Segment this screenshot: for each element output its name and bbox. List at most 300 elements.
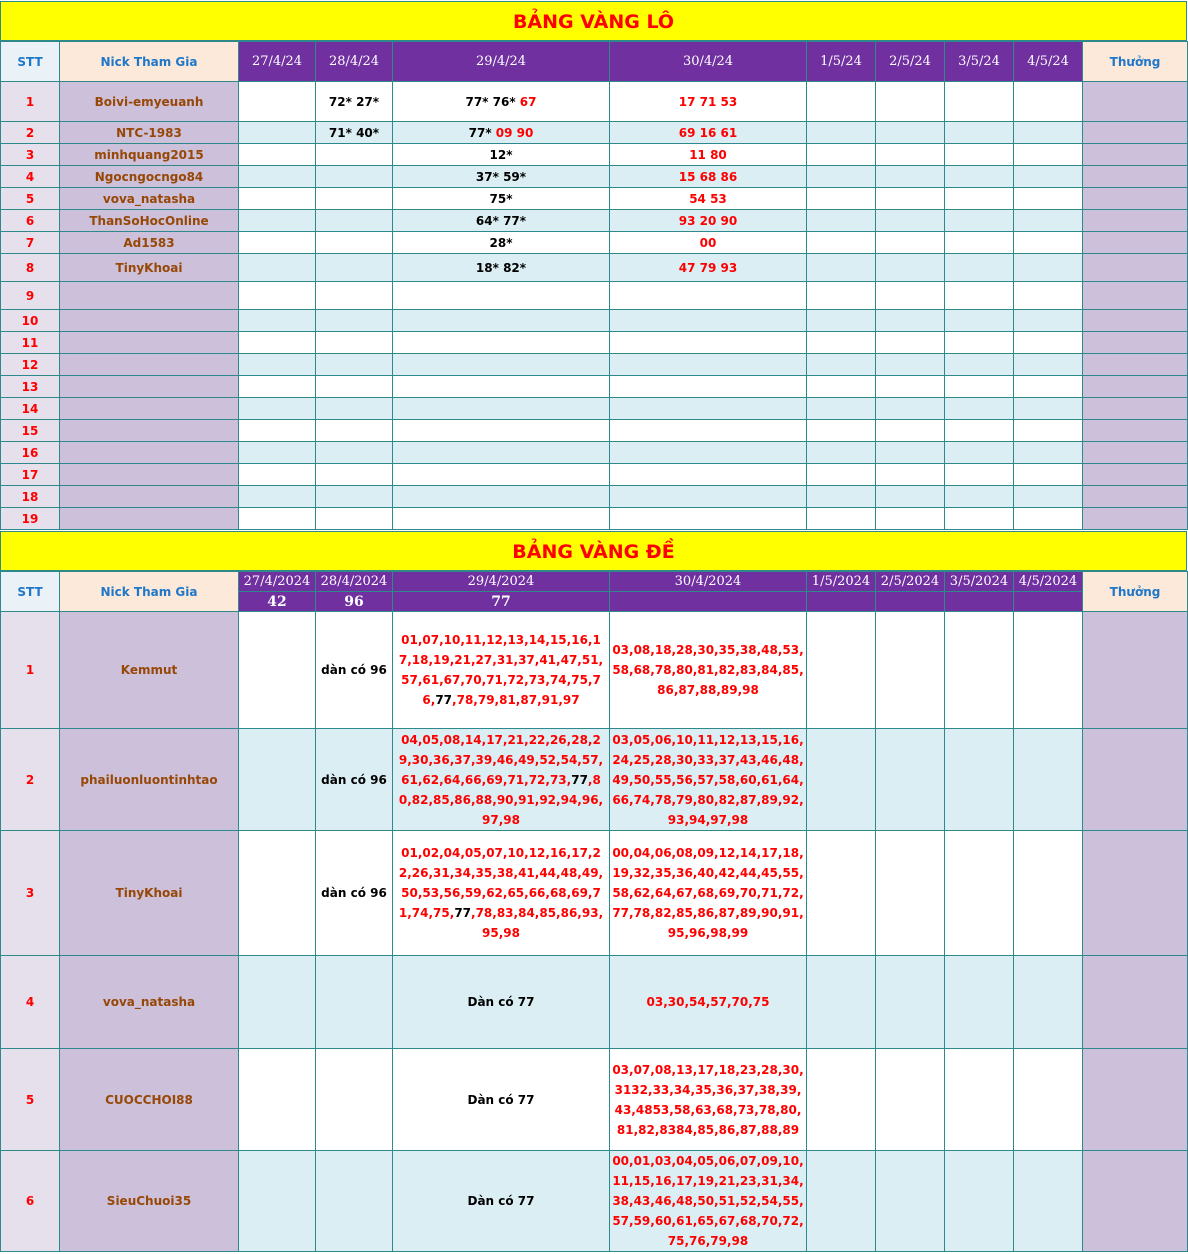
lo-cell-30-4 bbox=[610, 464, 807, 486]
de-cell-27-4 bbox=[239, 831, 316, 956]
de-cell-29-4 bbox=[393, 612, 610, 729]
lo-cell-1-5 bbox=[807, 442, 876, 464]
lo-stt-cell: 8 bbox=[1, 254, 60, 282]
lo-cell-27-4 bbox=[239, 442, 316, 464]
de-cell-30-4: 00,04,06,08,09,12,14,17,18,19,32,35,36,40,42,44,45,55,58,62,64,67,68,69,70,71,72,77,78,82,85,86,87,89,90,91,95,96,98,99 bbox=[610, 831, 807, 956]
lo-nick-cell bbox=[60, 442, 239, 464]
lo-cell-1-5 bbox=[807, 188, 876, 210]
de-stt-cell: 3 bbox=[1, 831, 60, 956]
lo-cell-3-5 bbox=[945, 486, 1014, 508]
lo-header-row bbox=[1, 42, 1188, 82]
lo-cell-29-4 bbox=[393, 398, 610, 420]
lo-cell-27-4 bbox=[239, 486, 316, 508]
lo-cell-3-5 bbox=[945, 332, 1014, 354]
lo-cell-30-4: 17 71 53 bbox=[610, 82, 807, 122]
lo-prize-cell bbox=[1083, 376, 1188, 398]
lo-cell-29-4 bbox=[393, 210, 610, 232]
lo-cell-2-5 bbox=[876, 232, 945, 254]
lo-cell-2-5 bbox=[876, 166, 945, 188]
de-pick-post: ,78,79,81,87,91,97 bbox=[452, 693, 580, 707]
lo-header-date: 3/5/24 bbox=[945, 42, 1014, 82]
lo-nick-cell bbox=[60, 464, 239, 486]
lo-cell-29-4 bbox=[393, 166, 610, 188]
lo-cell-3-5 bbox=[945, 376, 1014, 398]
lo-row bbox=[1, 188, 1188, 210]
lo-cell-27-4 bbox=[239, 232, 316, 254]
lo-cell-2-5 bbox=[876, 398, 945, 420]
lo-nick-cell bbox=[60, 332, 239, 354]
lo-row bbox=[1, 332, 1188, 354]
lo-cell-1-5 bbox=[807, 254, 876, 282]
lo-cell-28-4 bbox=[316, 442, 393, 464]
de-cell-1-5 bbox=[807, 612, 876, 729]
lo-cell-2-5 bbox=[876, 122, 945, 144]
lo-cell-4-5 bbox=[1014, 282, 1083, 310]
de-stt-cell: 1 bbox=[1, 612, 60, 729]
de-header-date: 28/4/2024 bbox=[316, 572, 393, 592]
lo-cell-27-4 bbox=[239, 464, 316, 486]
de-cell-2-5 bbox=[876, 1049, 945, 1151]
lo-row bbox=[1, 310, 1188, 332]
lo-nick-cell bbox=[60, 420, 239, 442]
lo-cell-4-5 bbox=[1014, 232, 1083, 254]
de-prize-cell bbox=[1083, 729, 1188, 831]
lo-cell-1-5 bbox=[807, 122, 876, 144]
de-header-date: 2/5/2024 bbox=[876, 572, 945, 592]
de-cell-2-5 bbox=[876, 1151, 945, 1252]
lo-cell-3-5 bbox=[945, 398, 1014, 420]
lo-cell-27-4 bbox=[239, 376, 316, 398]
lo-cell-30-4 bbox=[610, 310, 807, 332]
de-prize-cell bbox=[1083, 612, 1188, 729]
lo-cell-28-4 bbox=[316, 486, 393, 508]
de-cell-29-4 bbox=[393, 729, 610, 831]
de-cell-1-5 bbox=[807, 1151, 876, 1252]
lo-cell-4-5 bbox=[1014, 166, 1083, 188]
lo-cell-4-5 bbox=[1014, 376, 1083, 398]
lo-cell-27-4 bbox=[239, 82, 316, 122]
lo-nick-cell: NTC-1983 bbox=[60, 122, 239, 144]
lo-cell-27-4 bbox=[239, 188, 316, 210]
lo-cell-29-4 bbox=[393, 420, 610, 442]
lo-cell-29-4 bbox=[393, 232, 610, 254]
lo-cell-1-5 bbox=[807, 398, 876, 420]
de-prize-cell bbox=[1083, 1049, 1188, 1151]
lo-nick-cell: minhquang2015 bbox=[60, 144, 239, 166]
lo-table bbox=[0, 41, 1188, 530]
lo-cell-28-4: 72* 27* bbox=[316, 82, 393, 122]
de-result bbox=[1014, 592, 1083, 612]
de-stt-cell: 2 bbox=[1, 729, 60, 831]
lo-cell-3-5 bbox=[945, 464, 1014, 486]
lo-row bbox=[1, 464, 1188, 486]
lo-cell-27-4 bbox=[239, 122, 316, 144]
lo-row bbox=[1, 398, 1188, 420]
de-prize-cell bbox=[1083, 831, 1188, 956]
de-result bbox=[945, 592, 1014, 612]
lo-prize-cell bbox=[1083, 420, 1188, 442]
lo-stt-cell: 9 bbox=[1, 282, 60, 310]
de-cell-29-4 bbox=[393, 831, 610, 956]
de-header-nick: Nick Tham Gia bbox=[60, 572, 239, 612]
de-cell-4-5 bbox=[1014, 1049, 1083, 1151]
lo-cell-2-5 bbox=[876, 508, 945, 530]
lo-cell-2-5 bbox=[876, 210, 945, 232]
lo-cell-29-4 bbox=[393, 82, 610, 122]
lo-cell-27-4 bbox=[239, 210, 316, 232]
de-cell-28-4 bbox=[316, 1049, 393, 1151]
de-row bbox=[1, 612, 1188, 729]
lo-cell-29-4 bbox=[393, 144, 610, 166]
lo-cell-28-4 bbox=[316, 332, 393, 354]
lo-stt-cell: 14 bbox=[1, 398, 60, 420]
de-row bbox=[1, 1151, 1188, 1252]
de-pick-post: ,80,82,85,86,88,90,91,92,94,96,97,98 bbox=[398, 772, 604, 827]
de-nick-cell: vova_natasha bbox=[60, 956, 239, 1049]
lo-cell-4-5 bbox=[1014, 508, 1083, 530]
lo-cell-30-4: 00 bbox=[610, 232, 807, 254]
lo-cell-1-5 bbox=[807, 232, 876, 254]
de-pick-hit: 77 bbox=[571, 772, 588, 787]
lo-stt-cell: 10 bbox=[1, 310, 60, 332]
de-nick-cell: SieuChuoi35 bbox=[60, 1151, 239, 1252]
lo-cell-4-5 bbox=[1014, 354, 1083, 376]
lo-stt-cell: 15 bbox=[1, 420, 60, 442]
lo-stt-cell: 18 bbox=[1, 486, 60, 508]
lo-section bbox=[0, 1, 1188, 530]
lo-cell-1-5 bbox=[807, 464, 876, 486]
de-cell-27-4 bbox=[239, 1049, 316, 1151]
lo-cell-2-5 bbox=[876, 376, 945, 398]
lo-cell-30-4 bbox=[610, 376, 807, 398]
lo-prize-cell bbox=[1083, 122, 1188, 144]
lo-cell-2-5 bbox=[876, 310, 945, 332]
lo-prize-cell bbox=[1083, 232, 1188, 254]
de-cell-4-5 bbox=[1014, 1151, 1083, 1252]
lo-cell-30-4 bbox=[610, 354, 807, 376]
lo-stt-cell: 11 bbox=[1, 332, 60, 354]
lo-header-date: 28/4/24 bbox=[316, 42, 393, 82]
de-cell-3-5 bbox=[945, 612, 1014, 729]
lo-stt-cell: 17 bbox=[1, 464, 60, 486]
de-result: 42 bbox=[239, 592, 316, 612]
lo-cell-30-4: 54 53 bbox=[610, 188, 807, 210]
lo-prize-cell bbox=[1083, 354, 1188, 376]
lo-cell-29-4 bbox=[393, 442, 610, 464]
lo-header-stt: STT bbox=[1, 42, 60, 82]
de-cell-28-4: dàn có 96 bbox=[316, 612, 393, 729]
lo-cell-2-5 bbox=[876, 332, 945, 354]
de-cell-28-4: dàn có 96 bbox=[316, 729, 393, 831]
de-cell-4-5 bbox=[1014, 729, 1083, 831]
lo-cell-4-5 bbox=[1014, 398, 1083, 420]
lo-prize-cell bbox=[1083, 210, 1188, 232]
lo-cell-2-5 bbox=[876, 282, 945, 310]
lo-row bbox=[1, 144, 1188, 166]
lo-cell-30-4: 93 20 90 bbox=[610, 210, 807, 232]
lo-nick-cell: Ngocngocngo84 bbox=[60, 166, 239, 188]
lo-header-date: 2/5/24 bbox=[876, 42, 945, 82]
lo-cell-3-5 bbox=[945, 210, 1014, 232]
lo-cell-30-4 bbox=[610, 508, 807, 530]
lo-cell-28-4 bbox=[316, 310, 393, 332]
de-cell-3-5 bbox=[945, 956, 1014, 1049]
lo-cell-30-4: 15 68 86 bbox=[610, 166, 807, 188]
de-cell-2-5 bbox=[876, 612, 945, 729]
lo-cell-2-5 bbox=[876, 254, 945, 282]
lo-cell-2-5 bbox=[876, 188, 945, 210]
lo-cell-3-5 bbox=[945, 508, 1014, 530]
de-row bbox=[1, 1049, 1188, 1151]
de-pick-pre: 01,02,04,05,07,10,12,16,17,22,26,31,34,35,38,41,44,48,49,50,53,56,59,62,65,66,68,69,71,74,75, bbox=[398, 846, 604, 920]
lo-cell-2-5 bbox=[876, 420, 945, 442]
lo-cell-4-5 bbox=[1014, 82, 1083, 122]
lo-cell-1-5 bbox=[807, 144, 876, 166]
de-header-row bbox=[1, 572, 1188, 592]
de-stt-cell: 6 bbox=[1, 1151, 60, 1252]
lo-row bbox=[1, 508, 1188, 530]
lo-cell-4-5 bbox=[1014, 210, 1083, 232]
lo-pick-black: 12* bbox=[489, 147, 513, 162]
lo-cell-29-4 bbox=[393, 486, 610, 508]
de-header-date: 29/4/2024 bbox=[393, 572, 610, 592]
lo-cell-1-5 bbox=[807, 354, 876, 376]
lo-prize-cell bbox=[1083, 310, 1188, 332]
lo-row bbox=[1, 282, 1188, 310]
lo-stt-cell: 5 bbox=[1, 188, 60, 210]
lo-cell-1-5 bbox=[807, 282, 876, 310]
lo-cell-2-5 bbox=[876, 354, 945, 376]
lo-cell-3-5 bbox=[945, 166, 1014, 188]
de-result: 77 bbox=[393, 592, 610, 612]
de-header-date: 3/5/2024 bbox=[945, 572, 1014, 592]
lo-cell-27-4 bbox=[239, 254, 316, 282]
de-header-date: 30/4/2024 bbox=[610, 572, 807, 592]
lo-pick-black: 28* bbox=[489, 235, 513, 250]
de-cell-3-5 bbox=[945, 1151, 1014, 1252]
de-cell-27-4 bbox=[239, 612, 316, 729]
de-header-prize: Thưởng bbox=[1083, 572, 1188, 612]
de-cell-30-4: 03,30,54,57,70,75 bbox=[610, 956, 807, 1049]
de-result bbox=[610, 592, 807, 612]
lo-nick-cell bbox=[60, 376, 239, 398]
lo-cell-30-4 bbox=[610, 486, 807, 508]
lo-cell-1-5 bbox=[807, 486, 876, 508]
lo-cell-1-5 bbox=[807, 420, 876, 442]
lo-stt-cell: 7 bbox=[1, 232, 60, 254]
lo-nick-cell bbox=[60, 508, 239, 530]
lo-cell-4-5 bbox=[1014, 332, 1083, 354]
lo-cell-27-4 bbox=[239, 508, 316, 530]
de-pick-hit: Dàn có 77 bbox=[467, 995, 535, 1009]
lo-cell-2-5 bbox=[876, 464, 945, 486]
lo-nick-cell bbox=[60, 354, 239, 376]
lo-prize-cell bbox=[1083, 282, 1188, 310]
de-cell-30-4: 00,01,03,04,05,06,07,09,10,11,15,16,17,19,21,23,31,34,38,43,46,48,50,51,52,54,55,57,59,60,61,65,67,68,70,72,75,76,79,98 bbox=[610, 1151, 807, 1252]
lo-cell-1-5 bbox=[807, 332, 876, 354]
lo-prize-cell bbox=[1083, 332, 1188, 354]
lo-nick-cell: vova_natasha bbox=[60, 188, 239, 210]
lo-cell-28-4 bbox=[316, 144, 393, 166]
lo-pick-red: 67 bbox=[515, 94, 537, 109]
lo-cell-3-5 bbox=[945, 310, 1014, 332]
lo-cell-29-4 bbox=[393, 332, 610, 354]
lo-row bbox=[1, 122, 1188, 144]
lo-cell-28-4 bbox=[316, 254, 393, 282]
lo-stt-cell: 12 bbox=[1, 354, 60, 376]
lo-cell-1-5 bbox=[807, 210, 876, 232]
lo-cell-3-5 bbox=[945, 82, 1014, 122]
lo-pick-black: 75* bbox=[489, 191, 513, 206]
lo-stt-cell: 6 bbox=[1, 210, 60, 232]
lo-cell-28-4 bbox=[316, 376, 393, 398]
lo-cell-28-4 bbox=[316, 282, 393, 310]
lo-cell-28-4 bbox=[316, 420, 393, 442]
de-pick-pre: 01,07,10,11,12,13,14,15,16,17,18,19,21,27,31,37,41,47,51,57,61,67,70,71,72,73,74,75,76, bbox=[398, 633, 604, 707]
de-cell-2-5 bbox=[876, 956, 945, 1049]
lo-cell-28-4: 71* 40* bbox=[316, 122, 393, 144]
lo-nick-cell bbox=[60, 282, 239, 310]
lo-cell-4-5 bbox=[1014, 122, 1083, 144]
lo-prize-cell bbox=[1083, 188, 1188, 210]
de-cell-2-5 bbox=[876, 729, 945, 831]
lo-cell-28-4 bbox=[316, 188, 393, 210]
lo-prize-cell bbox=[1083, 486, 1188, 508]
lo-cell-3-5 bbox=[945, 122, 1014, 144]
lo-cell-1-5 bbox=[807, 376, 876, 398]
lo-cell-28-4 bbox=[316, 464, 393, 486]
lo-cell-27-4 bbox=[239, 166, 316, 188]
de-row bbox=[1, 831, 1188, 956]
de-pick-hit: 77 bbox=[435, 693, 453, 707]
de-cell-28-4: dàn có 96 bbox=[316, 831, 393, 956]
de-stt-cell: 4 bbox=[1, 956, 60, 1049]
lo-cell-30-4: 47 79 93 bbox=[610, 254, 807, 282]
lo-nick-cell bbox=[60, 398, 239, 420]
lo-pick-black: 77* 76* bbox=[465, 94, 516, 109]
de-cell-4-5 bbox=[1014, 956, 1083, 1049]
lo-nick-cell bbox=[60, 310, 239, 332]
de-nick-cell: phailuonluontinhtao bbox=[60, 729, 239, 831]
lo-prize-cell bbox=[1083, 144, 1188, 166]
lo-row bbox=[1, 486, 1188, 508]
lo-nick-cell bbox=[60, 486, 239, 508]
lo-header-date: 29/4/24 bbox=[393, 42, 610, 82]
lo-cell-4-5 bbox=[1014, 486, 1083, 508]
de-cell-29-4 bbox=[393, 1151, 610, 1252]
lo-prize-cell bbox=[1083, 254, 1188, 282]
lo-cell-30-4 bbox=[610, 332, 807, 354]
de-cell-27-4 bbox=[239, 1151, 316, 1252]
de-cell-3-5 bbox=[945, 1049, 1014, 1151]
de-result bbox=[876, 592, 945, 612]
de-pick-hit: Dàn có 77 bbox=[467, 1194, 535, 1208]
de-pick-hit: Dàn có 77 bbox=[467, 1092, 535, 1107]
lo-cell-4-5 bbox=[1014, 464, 1083, 486]
lo-pick-black: 18* 82* bbox=[475, 260, 527, 275]
de-table bbox=[0, 571, 1188, 1252]
lo-cell-3-5 bbox=[945, 232, 1014, 254]
lo-nick-cell: TinyKhoai bbox=[60, 254, 239, 282]
lo-cell-3-5 bbox=[945, 188, 1014, 210]
lo-cell-2-5 bbox=[876, 144, 945, 166]
lo-cell-1-5 bbox=[807, 508, 876, 530]
lo-cell-28-4 bbox=[316, 232, 393, 254]
lo-cell-3-5 bbox=[945, 354, 1014, 376]
de-header-stt: STT bbox=[1, 572, 60, 612]
de-cell-29-4 bbox=[393, 1049, 610, 1151]
de-result: 96 bbox=[316, 592, 393, 612]
lo-stt-cell: 13 bbox=[1, 376, 60, 398]
lo-cell-30-4 bbox=[610, 282, 807, 310]
de-header-date: 4/5/2024 bbox=[1014, 572, 1083, 592]
lo-nick-cell: Boivi-emyeuanh bbox=[60, 82, 239, 122]
de-row bbox=[1, 956, 1188, 1049]
lo-row bbox=[1, 354, 1188, 376]
lo-stt-cell: 3 bbox=[1, 144, 60, 166]
lo-pick-red: 09 90 bbox=[491, 125, 534, 140]
lo-header-nick: Nick Tham Gia bbox=[60, 42, 239, 82]
lo-cell-30-4 bbox=[610, 442, 807, 464]
lo-title: BẢNG VÀNG LÔ bbox=[0, 1, 1187, 41]
lo-row bbox=[1, 210, 1188, 232]
lo-cell-30-4 bbox=[610, 420, 807, 442]
de-pick-post: ,78,83,84,85,86,93,95,98 bbox=[471, 906, 604, 940]
de-cell-27-4 bbox=[239, 729, 316, 831]
de-cell-29-4 bbox=[393, 956, 610, 1049]
lo-cell-3-5 bbox=[945, 442, 1014, 464]
lo-row bbox=[1, 82, 1188, 122]
de-nick-cell: TinyKhoai bbox=[60, 831, 239, 956]
lo-cell-3-5 bbox=[945, 282, 1014, 310]
lo-cell-1-5 bbox=[807, 310, 876, 332]
de-header-date: 27/4/2024 bbox=[239, 572, 316, 592]
de-nick-cell: Kemmut bbox=[60, 612, 239, 729]
lo-cell-29-4 bbox=[393, 122, 610, 144]
lo-cell-3-5 bbox=[945, 420, 1014, 442]
lo-row bbox=[1, 376, 1188, 398]
lo-cell-4-5 bbox=[1014, 188, 1083, 210]
lo-header-date: 1/5/24 bbox=[807, 42, 876, 82]
lo-cell-4-5 bbox=[1014, 144, 1083, 166]
de-prize-cell bbox=[1083, 956, 1188, 1049]
de-header-date: 1/5/2024 bbox=[807, 572, 876, 592]
lo-stt-cell: 16 bbox=[1, 442, 60, 464]
lo-header-date: 4/5/24 bbox=[1014, 42, 1083, 82]
lo-stt-cell: 19 bbox=[1, 508, 60, 530]
de-pick-pre: 04,05,08,14,17,21,22,26,28,29,30,36,37,39,46,49,52,54,57,61,62,64,66,69,71,72,73, bbox=[398, 732, 604, 787]
lo-cell-4-5 bbox=[1014, 254, 1083, 282]
de-nick-cell: CUOCCHOI88 bbox=[60, 1049, 239, 1151]
lo-header-date: 27/4/24 bbox=[239, 42, 316, 82]
lo-cell-4-5 bbox=[1014, 442, 1083, 464]
lo-cell-4-5 bbox=[1014, 420, 1083, 442]
lo-row bbox=[1, 232, 1188, 254]
lo-pick-black: 64* 77* bbox=[475, 213, 527, 228]
de-cell-28-4 bbox=[316, 1151, 393, 1252]
lo-cell-28-4 bbox=[316, 166, 393, 188]
lo-cell-30-4 bbox=[610, 398, 807, 420]
lo-cell-3-5 bbox=[945, 254, 1014, 282]
lo-cell-27-4 bbox=[239, 332, 316, 354]
de-prize-cell bbox=[1083, 1151, 1188, 1252]
lo-header-date: 30/4/24 bbox=[610, 42, 807, 82]
lo-row bbox=[1, 442, 1188, 464]
lo-pick-black: 37* 59* bbox=[475, 169, 527, 184]
lo-header-prize: Thưởng bbox=[1083, 42, 1188, 82]
de-cell-30-4: 03,08,18,28,30,35,38,48,53,58,68,78,80,81,82,83,84,85,86,87,88,89,98 bbox=[610, 612, 807, 729]
de-pick-hit: 77 bbox=[454, 906, 472, 920]
